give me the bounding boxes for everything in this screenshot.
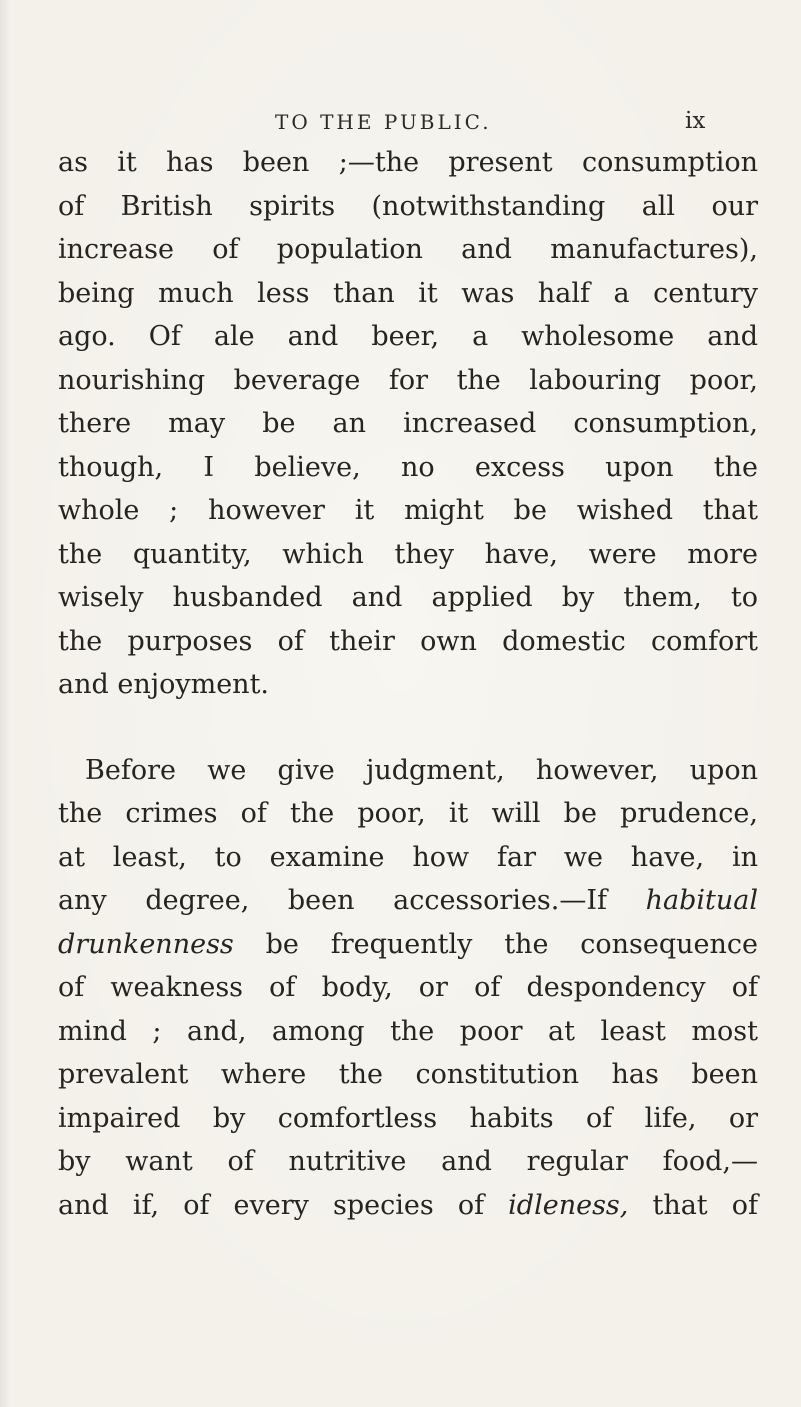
text-line: as it has been ;—the present consumption: [58, 147, 758, 178]
text-run: that of: [628, 1189, 758, 1221]
text-line: increase of population and manufactures),: [58, 234, 758, 265]
running-head-title: TO THE PUBLIC.: [275, 110, 492, 134]
text-line: [58, 879, 758, 923]
text-line: nourishing beverage for the labouring poor,: [58, 364, 758, 396]
text-line: though, I believe, no excess upon the: [58, 451, 758, 483]
text-line: mind ; and, among the poor at least most: [58, 1015, 758, 1047]
body-text: [58, 141, 758, 1227]
text-line: of British spirits (notwithstanding all our: [58, 190, 758, 222]
italic-term: idleness,: [508, 1189, 629, 1221]
text-line: Before we give judgment, however, upon: [85, 754, 758, 786]
text-line: there may be an increased consumption,: [58, 408, 758, 439]
text-line: the purposes of their own domestic comfort: [58, 625, 758, 657]
italic-term: drunkenness: [58, 928, 234, 960]
paragraph-gap: [58, 707, 758, 749]
text-line: [58, 923, 758, 967]
text-run: and if, of every species of: [58, 1189, 509, 1221]
page-number: ix: [685, 108, 706, 134]
text-run: be frequently the consequence: [233, 928, 758, 960]
running-head: [0, 104, 801, 144]
text-line: impaired by comfortless habits of life, or: [58, 1102, 758, 1134]
text-line: ago. Of ale and beer, a wholesome and: [58, 321, 758, 352]
text-line: wisely husbanded and applied by them, to: [58, 582, 758, 613]
text-line: and enjoyment.: [58, 669, 270, 700]
text-line: whole ; however it might be wished that: [58, 495, 758, 526]
italic-term: habitual: [645, 885, 758, 916]
paragraph-1: [58, 141, 758, 707]
text-line: the quantity, which they have, were more: [58, 538, 758, 570]
text-line: of weakness of body, or of despondency of: [58, 972, 758, 1003]
text-line: the crimes of the poor, it will be prudence,: [58, 798, 758, 829]
paragraph-2: [58, 749, 758, 1228]
text-line: at least, to examine how far we have, in: [58, 841, 758, 873]
page-gutter-shadow: [0, 0, 10, 1407]
text-line: prevalent where the constitution has been: [58, 1059, 758, 1090]
text-line: being much less than it was half a century: [58, 277, 758, 309]
text-line: by want of nutritive and regular food,—: [58, 1146, 758, 1177]
text-run: any degree, been accessories.—If: [58, 885, 646, 916]
text-line: [58, 1184, 758, 1228]
